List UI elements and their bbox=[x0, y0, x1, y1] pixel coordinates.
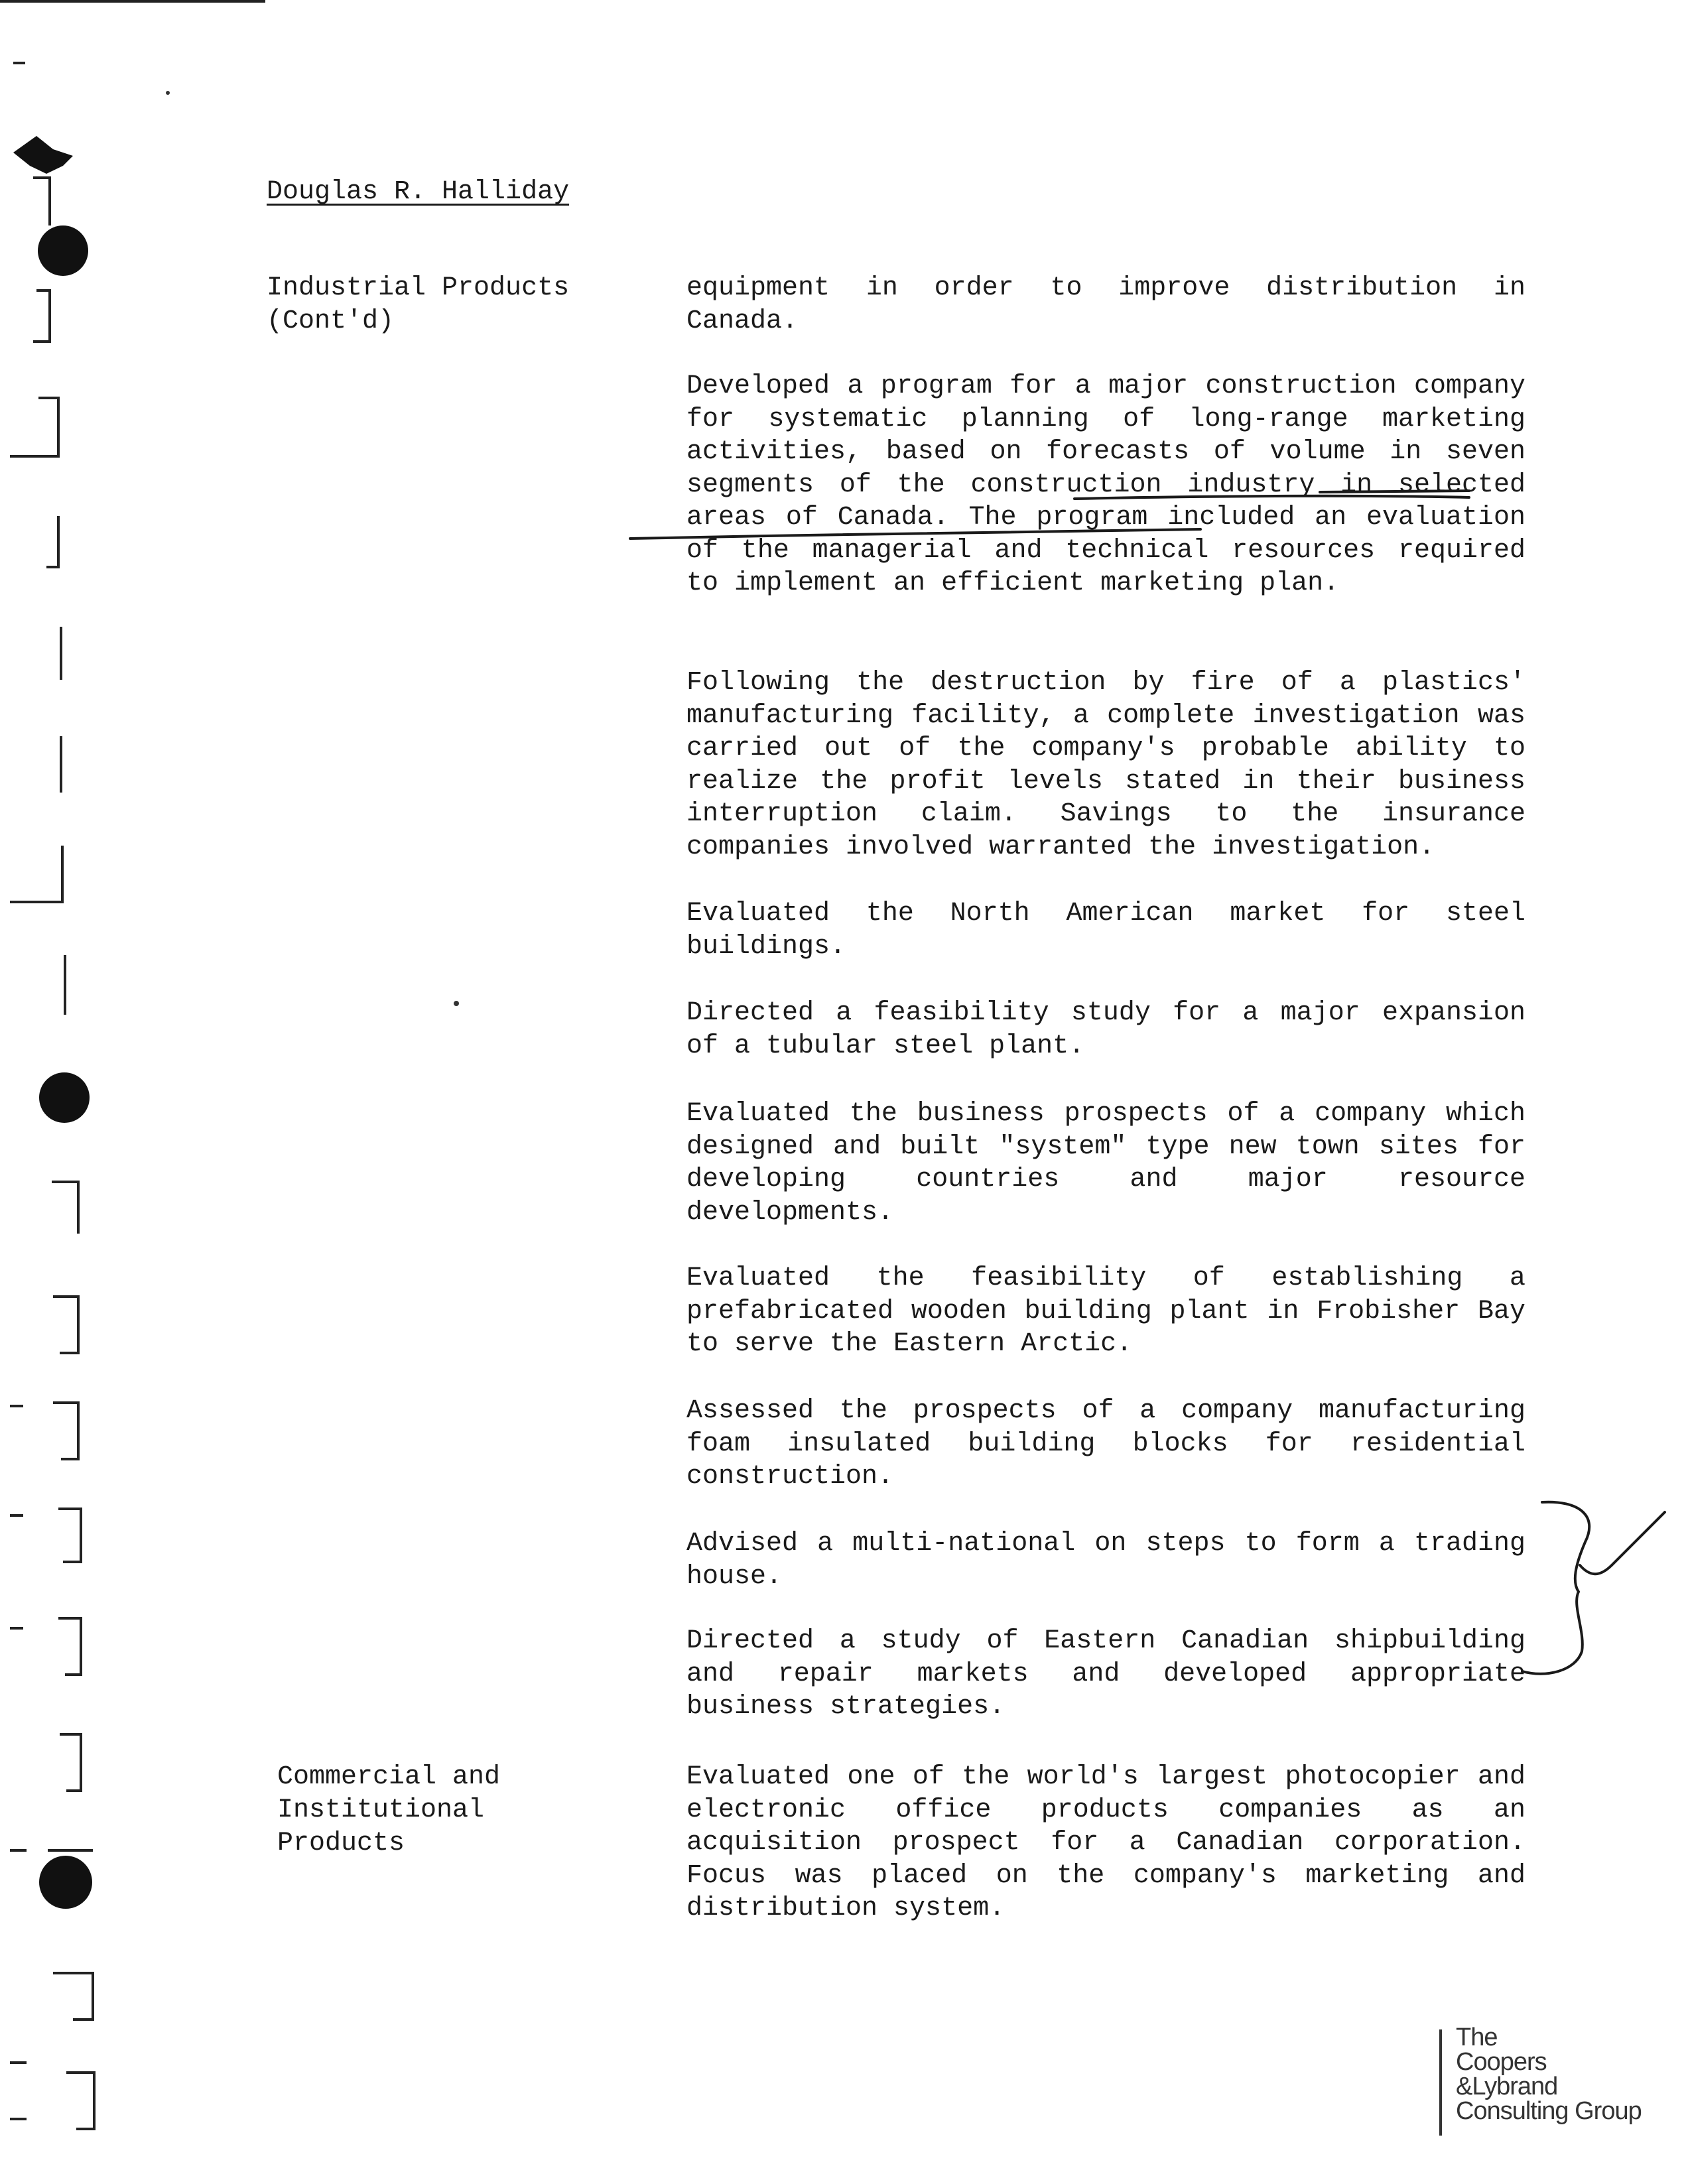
paragraph: Evaluated one of the world's largest photocopier and electronic office products companies as an acquisition prospect for a Canadian corporation. Focus was placed on the company's marketing and distribution system. bbox=[686, 1762, 1525, 1923]
binder-hole bbox=[39, 1072, 90, 1123]
section-label-industrial-products: Industrial Products (Cont'd) bbox=[267, 273, 570, 336]
paragraph: Advised a multi-national on steps to form a trading house. bbox=[686, 1529, 1525, 1592]
paragraph: Evaluated the feasibility of establishing a prefabricated wooden building plant in Frobisher Bay to serve the Eastern Arctic. bbox=[686, 1263, 1525, 1359]
paragraph: Assessed the prospects of a company manufacturing foam insulated building blocks for residential construction. bbox=[686, 1396, 1525, 1492]
paragraph: Developed a program for a major construction company for systematic planning of long-range marketing activities, based on forecasts of volume in seven segments of the construction industry in selected areas of Canada. The program included an evaluation of the managerial and technical resources required to implement an efficient marketing plan. bbox=[686, 371, 1525, 598]
binder-hole bbox=[38, 225, 88, 276]
speck bbox=[166, 91, 170, 95]
person-name-heading: Douglas R. Halliday bbox=[267, 177, 570, 207]
handwritten-checkmark bbox=[1580, 1512, 1665, 1574]
binder-hole bbox=[39, 1856, 92, 1909]
binder-edge bbox=[0, 0, 113, 2184]
paragraph: Evaluated the North American market for steel buildings. bbox=[686, 899, 1525, 962]
company-logo bbox=[1439, 2023, 1665, 2142]
binder-blot bbox=[13, 136, 73, 174]
handwritten-bracket bbox=[1522, 1502, 1589, 1674]
paragraph: Directed a study of Eastern Canadian shipbuilding and repair markets and developed appropriate business strategies. bbox=[686, 1626, 1525, 1722]
paragraph: equipment in order to improve distribution in Canada. bbox=[686, 273, 1525, 336]
logo-rule bbox=[1439, 2029, 1442, 2136]
logo-text: The Coopers &Lybrand Consulting Group bbox=[1456, 2023, 1642, 2125]
speck bbox=[454, 1001, 459, 1006]
paragraph: Following the destruction by fire of a plastics' manufacturing facility, a complete investigation was carried out of the company's probable ability to realize the profit levels stated in their business interruption claim. Savings to the insurance companies involved warranted the investigation. bbox=[686, 668, 1525, 862]
section-label-commercial-institutional-products: Commercial and Institutional Products bbox=[277, 1762, 501, 1858]
paragraph: Directed a feasibility study for a major expansion of a tubular steel plant. bbox=[686, 998, 1525, 1061]
paragraph: Evaluated the business prospects of a company which designed and built "system" type new town sites for developing countries and major resource developments. bbox=[686, 1099, 1525, 1228]
